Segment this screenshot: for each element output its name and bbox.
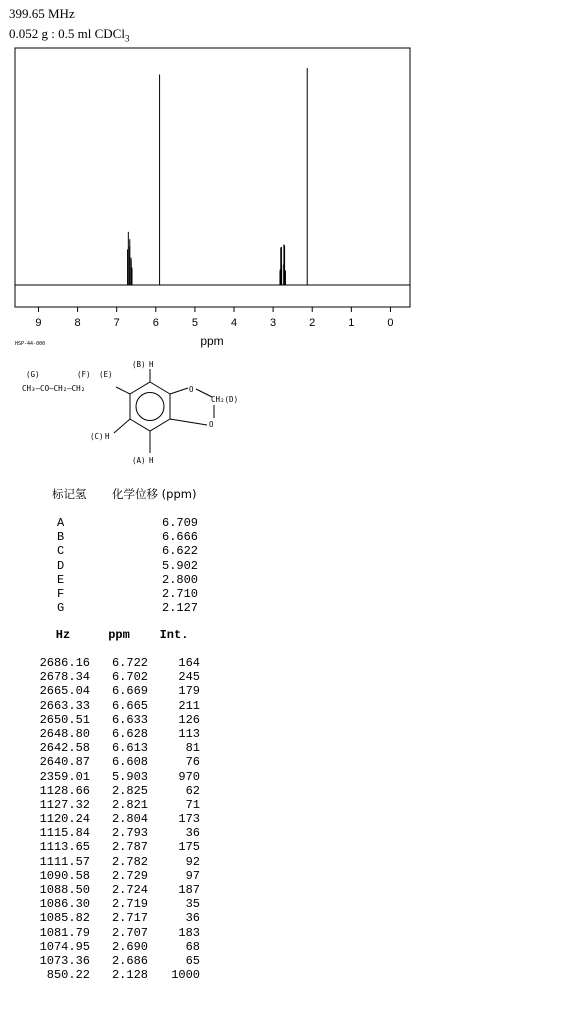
cell-int: 173 (178, 812, 200, 827)
x-tick-label: 4 (230, 317, 238, 329)
spectrum-peaks (128, 68, 308, 285)
assignment-label: D (57, 558, 65, 573)
table-row (36, 741, 200, 755)
assignment-row (52, 530, 252, 544)
header-hz: Hz (55, 628, 71, 642)
cell-hz: 1085.82 (39, 911, 90, 926)
assignment-label: G (57, 601, 65, 616)
cell-int: 970 (178, 769, 200, 784)
oxygen-top: O (189, 385, 194, 394)
assignment-label: B (57, 530, 65, 545)
x-tick-label: 0 (387, 317, 394, 329)
cell-ppm: 6.633 (111, 712, 148, 727)
cell-ppm: 2.686 (111, 953, 148, 968)
cell-hz: 2663.33 (39, 698, 90, 713)
cell-ppm: 2.782 (111, 854, 148, 869)
assignment-ppm: 2.127 (162, 601, 199, 616)
cell-ppm: 6.608 (111, 755, 148, 770)
table-row (36, 699, 200, 713)
x-tick-label: 2 (309, 317, 316, 329)
cell-ppm: 2.729 (111, 868, 148, 883)
cell-ppm: 2.690 (111, 939, 148, 954)
cell-int: 126 (178, 712, 200, 727)
cell-hz: 1127.32 (39, 797, 90, 812)
cell-hz: 2642.58 (39, 741, 90, 756)
cell-int: 164 (178, 656, 200, 670)
cell-hz: 1090.58 (39, 868, 90, 883)
header-int: Int. (159, 628, 189, 642)
cell-hz: 1115.84 (39, 826, 90, 841)
cell-ppm: 2.793 (111, 826, 148, 841)
assignment-row (52, 573, 252, 587)
peak-table (36, 628, 200, 982)
x-axis-ticks (35, 307, 393, 329)
table-row (36, 968, 200, 982)
cell-ppm: 5.903 (111, 769, 148, 784)
cell-int: 81 (185, 741, 200, 756)
cell-int: 187 (178, 883, 200, 897)
cell-hz: 1086.30 (39, 897, 90, 912)
cell-int: 36 (185, 826, 200, 841)
x-axis-label: ppm (200, 334, 224, 348)
cell-int: 113 (178, 726, 200, 741)
assignment-ppm: 2.710 (162, 586, 199, 601)
cell-hz: 2678.34 (39, 670, 90, 685)
assignment-ppm: 6.666 (162, 530, 199, 545)
cell-hz: 2640.87 (39, 755, 90, 770)
chain-text: CH₃—CO—CH₂—CH₂ (22, 384, 86, 393)
cell-hz: 1113.65 (39, 840, 90, 855)
x-tick-label: 9 (35, 317, 42, 329)
cell-int: 245 (178, 670, 200, 685)
cell-ppm: 6.613 (111, 741, 148, 756)
cell-int: 179 (178, 684, 200, 699)
label-B: (B) (132, 360, 146, 369)
cell-hz: 1074.95 (39, 939, 90, 954)
ring-bonds (114, 369, 214, 453)
cell-ppm: 2.825 (111, 783, 148, 798)
cell-int: 35 (185, 897, 200, 912)
cell-hz: 1073.36 (39, 953, 90, 968)
assignment-row (52, 544, 252, 558)
molecule-structure (0, 355, 260, 470)
cell-hz: 2359.01 (39, 769, 90, 784)
table-row (36, 684, 200, 698)
cell-ppm: 2.804 (111, 812, 148, 827)
table-row (36, 727, 200, 741)
assignment-row (52, 559, 252, 573)
label-E: (E) (99, 370, 113, 379)
assignment-ppm: 6.622 (162, 544, 199, 559)
x-tick-label: 1 (348, 317, 355, 329)
oxygen-bottom: O (209, 420, 214, 429)
cell-hz: 2650.51 (39, 712, 90, 727)
sample-subscript: 3 (124, 33, 130, 44)
cell-ppm: 2.128 (111, 968, 148, 983)
assignment-label: F (57, 586, 65, 601)
cell-int: 175 (178, 840, 200, 855)
x-tick-label: 8 (74, 317, 81, 329)
cell-hz: 1120.24 (39, 812, 90, 827)
cell-ppm: 6.722 (111, 656, 148, 670)
cell-hz: 1081.79 (39, 925, 90, 940)
cell-int: 183 (178, 925, 200, 940)
label-F: (F) (77, 370, 91, 379)
frequency-label: 399.65 MHz (9, 6, 75, 21)
cell-ppm: 2.724 (111, 883, 148, 897)
label-B-H: H (149, 360, 154, 369)
cell-int: 97 (185, 868, 200, 883)
label-G: (G) (26, 370, 40, 379)
table-row (36, 897, 200, 911)
table-row (36, 911, 200, 925)
cell-int: 71 (185, 797, 200, 812)
table-row (36, 770, 200, 784)
assignment-row (52, 587, 252, 601)
cell-int: 62 (185, 783, 200, 798)
cell-int: 36 (185, 911, 200, 926)
cell-ppm: 6.669 (111, 684, 148, 699)
table-row (36, 713, 200, 727)
assignment-ppm: 2.800 (162, 572, 199, 587)
cell-int: 92 (185, 854, 200, 869)
x-tick-label: 5 (191, 317, 198, 329)
table-row (36, 798, 200, 812)
cell-ppm: 2.719 (111, 897, 148, 912)
table-row (36, 826, 200, 840)
label-A: (A) (132, 456, 146, 465)
table-row (36, 869, 200, 883)
table-row (36, 926, 200, 940)
cell-ppm: 2.717 (111, 911, 148, 926)
cell-hz: 2686.16 (39, 656, 90, 670)
cell-hz: 2665.04 (39, 684, 90, 699)
assignment-label: E (57, 572, 65, 587)
cell-hz: 1128.66 (39, 783, 90, 798)
assignment-label: C (57, 544, 65, 559)
plot-frame (15, 48, 410, 307)
label-A-H: H (149, 456, 154, 465)
x-tick-label: 3 (270, 317, 277, 329)
x-tick-label: 7 (113, 317, 120, 329)
cell-hz: 850.22 (46, 968, 90, 983)
cell-ppm: 6.628 (111, 726, 148, 741)
header-ppm: ppm (108, 628, 130, 642)
assignment-row (52, 516, 252, 530)
table-row (36, 812, 200, 826)
cell-ppm: 6.665 (111, 698, 148, 713)
label-C: (C) (90, 432, 104, 441)
table-row (36, 656, 200, 670)
x-tick-label: 6 (152, 317, 159, 329)
assignment-col1-header: 标记氢 (52, 487, 87, 501)
cell-int: 68 (185, 939, 200, 954)
cell-ppm: 2.821 (111, 797, 148, 812)
table-row (36, 755, 200, 769)
cell-ppm: 6.702 (111, 670, 148, 685)
cell-ppm: 2.787 (111, 840, 148, 855)
assignment-rows (52, 516, 252, 615)
label-C-H: H (105, 432, 110, 441)
cell-int: 76 (185, 755, 200, 770)
label-D: CH₂(D) (211, 395, 239, 404)
assignment-ppm: 6.709 (162, 516, 199, 530)
cell-hz: 1088.50 (39, 883, 90, 897)
cell-int: 211 (178, 698, 200, 713)
cell-int: 1000 (171, 968, 200, 983)
table-row (36, 855, 200, 869)
assignment-label: A (57, 516, 65, 530)
assignment-table (52, 486, 252, 615)
peak-table-header (36, 628, 200, 656)
assignment-ppm: 5.902 (162, 558, 199, 573)
sample-id: HSP-44-000 (15, 341, 46, 347)
table-row (36, 840, 200, 854)
table-row (36, 670, 200, 684)
table-row (36, 954, 200, 968)
sample-text: 0.052 g : 0.5 ml CDCl (9, 26, 125, 41)
table-row (36, 940, 200, 954)
cell-int: 65 (185, 953, 200, 968)
cell-hz: 2648.80 (39, 726, 90, 741)
cell-hz: 1111.57 (39, 854, 90, 869)
assignment-col2-header: 化学位移 (ppm) (112, 487, 197, 501)
table-row (36, 784, 200, 798)
assignment-row (52, 601, 252, 615)
cell-ppm: 2.707 (111, 925, 148, 940)
peak-rows (36, 656, 200, 982)
table-row (36, 883, 200, 897)
